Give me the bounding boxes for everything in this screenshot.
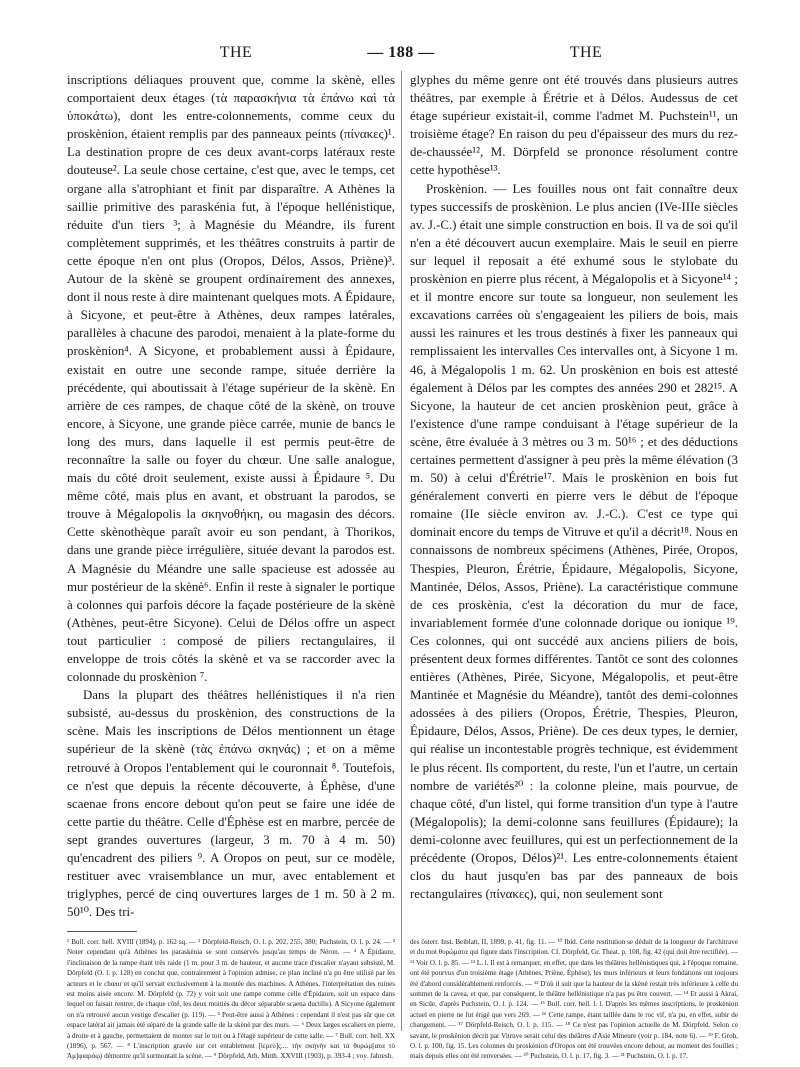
left-paragraph-2: Dans la plupart des théâtres hellénistiques il n'a rien subsisté, au-dessus du proskènion, des constructions de la scène. Mais les inscriptions de Délos mentionnent un étage supérieur de la skènè (τὰς ἐπάνω σκηνάς) ; et on a même retrouvé à Oropos l'entablement qui le couronnait ⁸. Toutefois, ce n'est que depuis la récente découverte, à Éphèse, d'une scaenae frons encore debout qu'on peut se faire une idée de cette partie du théâtre. Celle d'Éphèse est en marbre, percée de sept grandes ouvertures (largeur, 3 m. 70 à 4 m. 50) qu'encadrent des piliers ⁹. A Oropos on peut, sur ce modèle, restituer avec vraisemblance un mur, avec entablement et triglyphes, percé de cinq ouvertures larges de 1 m. 50 à 2 m. 50¹⁰. Des tri- bbox=[67, 688, 395, 920]
running-head-right: THE bbox=[569, 44, 603, 61]
column-divider bbox=[401, 71, 402, 1031]
footnotes-right: des österr. Inst. Beiblatt, II, 1899, p. 41, fig. 11. — ¹⁰ Ibid. Cette restitution se déduit de la longueur de l'architrave et du mot θυρώματα qui figure dans l'inscription. Cf. Dörpfeld, Gr. Theat. p. 108, fig. 42 (qui doit être rectifiée). — ¹¹ Voir O. l. p. 85. — ¹² L. l. Il est à remarquer, en effet, que dans les théâtres hellénistiques qui, à l'époque romaine, ont été pourvus d'un troisième étage (Athènes, Priène, Éphèse), les murs inférieurs et leurs fondations ont toujours été d'abord considérablement renforcés. — ¹³ D'où il suit que la hauteur de la skènè restait très inférieure à celle du sommet de la cavea, et que, par conséquent, le théâtre hellénistique n'a pas pu être couvert. — ¹⁴ Et aussi à Akrai, en Sicile, d'après Puchstein, O. l. p. 124. — ¹⁵ Bull. corr. hell. l. l. D'après les mêmes inscriptions, le proskènion actuel en pierre ne fut érigé que vers 269. — ¹⁶ Cette rampe, étant taillée dans le roc vif, n'a pu, en effet, subir de changement. — ¹⁷ Dörpfeld-Reisch, O. l. p. 115. — ¹⁸ Ce n'est pas l'opinion actuelle de M. Dörpfeld. Selon ce savant, le proskènion décrit par Vitruve serait celui des théâtres d'Asie Mineure (voir p. 184, note 6). — ¹⁹ F. Groh, O. l. p. 100, fig. 15. Les colonnes du proskènion d'Oropos ont été trouvées encore debout, au moment des fouilles ; mais depuis elles ont été renversées. — ²⁰ Puchstein, O. l. p. 17, fig. 3. — ²¹ Puchstein, O. l. p. 17. bbox=[410, 938, 738, 1061]
left-paragraph-1: inscriptions déliaques prouvent que, comme la skènè, elles comportaient deux étages (τὰ παρασκήνια τὰ ἐπάνω καὶ τὰ ὑποκάτω), dont les entre-colonnements, comme ceux du proskènion, étaient remplis par des panneaux peints (πίνακες)¹. La destination propre de ces deux avant-corps latéraux reste douteuse². La seule chose certaine, c'est que, avec le temps, cet organe alla s'atrophiant et finit par disparaître. A Athènes la saillie primitive des paraskénia fut, à l'époque hellénistique, réduite d'un tiers ³; à Magnésie du Méandre, ils furent complètement supprimés, et les théâtres construits à partir de cette époque n'en ont plus (Oropos, Délos, Assos, Priène)³. Autour de la skènè se groupent ordinairement des annexes, dont il nous reste à dire maintenant quelques mots. A Épidaure, à Sicyone, et peut-être à Athènes, deux rampes latérales, parallèles à chacune des parodoi, menaient à la plate-forme du proskènion⁴. A Sicyone, et probablement aussi à Épidaure, existait en outre une seconde rampe, située derrière la précédente, qui aboutissait à l'étage supérieur de la skènè. En arrière de ces rampes, de chaque côté de la skènè, on trouve encore, à Sicyone, une grande pièce carrée, munie de bancs le long des murs, dans laquelle il est permis peut-être de reconnaître la salle ou foyer du chœur. Une salle analogue, mais du côté droit seulement, existe aussi à Épidaure ⁵. Du même côté, mais plus en avant, et obstruant la parodos, se trouve à Mégalopolis la σκηνοθήκη, ou magasin des décors. Cette skènothèque paraît avoir eu son pendant, à Thorikos, dans une grande pièce irrégulière, située devant la parodos est. A Magnésie du Méandre une salle spacieuse est adossée au mur postérieur de la skènè⁶. Enfin il reste à signaler le portique à colonnes qui parfois décore la façade postérieure de la skènè (Athènes, peut-être Sicyone). Celui de Délos offre un aspect tout particulier : composé de piliers rectangulaires, il enveloppe de trois côtés la skènè et va se raccorder avec la colonnade du proskènion ⁷. bbox=[67, 73, 395, 685]
right-paragraph-1: glyphes du même genre ont été trouvés dans plusieurs autres théâtres, par exemple à Érétrie et à Délos. Audessus de cet étage supérieur existait-il, comme l'admet M. Puchstein¹¹, un troisième étage? En raison du peu d'épaisseur des murs du rez-de-chaussée¹², M. Dörpfeld se prononce résolument contre cette hypothèse¹³. bbox=[410, 73, 738, 178]
left-text-column bbox=[67, 71, 395, 921]
page-number: — 188 — bbox=[367, 44, 435, 61]
right-paragraph-2: Proskènion. — Les fouilles nous ont fait connaître deux types successifs de proskènion. Le plus ancien (IVe-IIIe siècles av. J.-C.) était une simple construction en bois. Il va de soi qu'il n'en a été découvert aucun exemplaire. Mais le seuil en pierre sur lequel il reposait a été exhumé sous le stylobate du proskènion en pierre plus récent, à Mégalopolis et à Sicyone¹⁴ ; et il montre encore sur toute sa longueur, non seulement les excavations carrées où s'engageaient les piliers de bois, mais aussi les rainures et les trous destinés à fixer les panneaux qui remplissaient les intervalles Ces intervalles ont, à Sicyone 1 m. 46, à Mégalopolis 1 m. 62. Un proskènion en bois est attesté également à Délos par les comptes des années 290 et 282¹⁵. A Sicyone, la hauteur de cet ancien proskènion peut, grâce à l'existence d'une rampe conduisant à l'étage supérieur de la scène, être évaluée à 3 mètres ou 3 m. 50¹⁶ ; et des déductions certaines permettent d'assigner à peu près la même élévation (3 m. 50) à celui d'Érétrie¹⁷. Mais le proskènion en bois fut généralement converti en pierre vers le début de l'époque romaine (IIe siècle environ av. J.-C.). C'est ce type qui dominait encore du temps de Vitruve et qu'il a décrit¹⁸. Nous en connaissons de nombreux spécimens (Athènes, Pirée, Oropos, Thespies, Pleuron, Érétrie, Épidaure, Mégalopolis, Sicyone, Mantinée, Délos, Assos, Priène). La caractéristique commune de ces proskènia, c'est la décoration du mur de face, invariablement formée d'une colonnade dorique ou ionique ¹⁹. Ces colonnes, qui ont succédé aux anciens piliers de bois, présentent deux formes différentes. Tantôt ce sont des colonnes entières (Athènes, Pirée, Sicyone, Mégalopolis, et peut-être Mantinée et Magnésie du Méandre), tantôt des demi-colonnes adossées à des piliers (Oropos, Érétrie, Thespies, Pleuron, Épidaure, Délos, Assos, Priène). De ces deux types, le dernier, qui réalise un incontestable progrès technique, est évidemment le plus récent. Ils comportent, du reste, l'un et l'autre, un certain nombre de variétés²⁰ : la colonne pleine, mais pourvue, de chaque côté, d'un listel, qui forme transition d'un type à l'autre (Mégalopolis); la demi-colonne sans feuillures (Épidaure); la demi-colonne avec feuillures, qui est un perfectionnement de la précédente (Oropos, Délos)²¹. Les entre-colonnements étaient clos du haut jusqu'en bas par des panneaux de bois rectangulaires (πίνακες), qui, non seulement sont bbox=[410, 181, 738, 902]
running-head-left: THE bbox=[219, 44, 253, 61]
footnotes-left: ¹ Bull. corr. hell. XVIII (1894), p. 162 sq. — ² Dörpfeld-Reisch, O. l. p. 202, 255, 380; Puchstein, O. l. p. 24. — ³ Noter cependant qu'à Athènes les paraskènia se sont conservés jusqu'au temps de Néron. — ⁴ A Épidaure, l'inclinaison de la rampe étant très raide (1 m. pour 3 m. de hauteur, et aucune trace d'escalier n'ayant subsisté, M. Dörpfeld (O. l. p. 128) en conclut que, contrairement à l'opinion admise, ce plan incliné n'a pu être utilisé par les acteurs et le chœur et qu'il servait exclusivement à la montée des machines. A Athènes, l'interprétation des ruines est moins aisée encore. M. Dörpfeld (p. 72) y voit soit une rampe comme celle d'Épidaure, soit un espace dans lequel on faisait rentrer, de chaque côté, les deux moitiés du décor séparable scaena ductilis). A Sicyone également on n'a retrouvé aucun vestige d'escalier (p. 119). — ⁵ Peut-être aussi à Athènes : cependant il n'est pas sûr que cet espace latéral ait jamais été séparé de la grande salle de la skènè par des murs. — ⁶ Deux larges escaliers en pierre, à droite et à gauche, permettaient de monter sur le toit ou à l'étage supérieur de cette salle. — ⁷ Bull. corr. hell. XX (1896), p. 567. — ⁸ L'inscription gravée sur cet entablement [ἱερεὺ]ς.... τὴν σκηνὴν καὶ τὰ θυρώμ[ατα τὸ Ἀμ]φιαράῳ) démontre qu'il surmontait la scène. — ⁹ Dörpfeld, Ath. Mitth. XXVIII (1903), p. 393-4 ; voy. Jahresh. bbox=[67, 938, 395, 1061]
running-header bbox=[66, 44, 736, 68]
footnote-rule bbox=[67, 931, 137, 932]
right-text-column bbox=[410, 71, 738, 903]
